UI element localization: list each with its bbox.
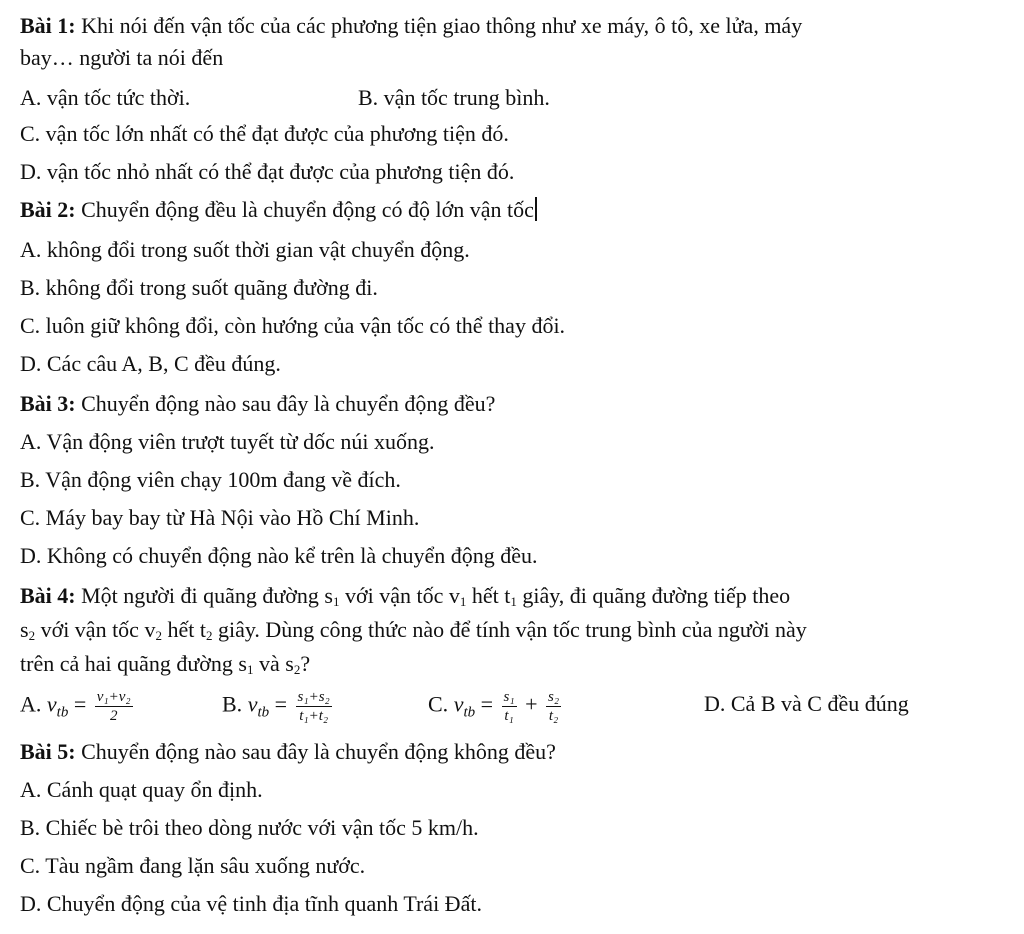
fraction-denominator: t₁ <box>504 708 514 724</box>
q4-option-b <box>222 688 335 727</box>
q1-stem-line-2: bay… người ta nói đến <box>20 45 224 70</box>
q4-text: với vận tốc v <box>35 617 156 642</box>
q5-option-b: B. Chiếc bè trôi theo dòng nước với vận tốc 5 km/h. <box>20 815 479 840</box>
option-label: B. <box>222 691 243 717</box>
q3-stem <box>20 390 495 418</box>
q5-option-c: C. Tàu ngầm đang lặn sâu xuống nước. <box>20 853 366 878</box>
q4-text: hết t <box>161 617 206 642</box>
q5-option-d: D. Chuyển động của vệ tinh địa tĩnh quanh Trái Đất. <box>20 891 482 916</box>
subscript: 1 <box>459 594 467 609</box>
fraction-numerator: s₁ <box>503 689 515 705</box>
q2-option-a: A. không đổi trong suốt thời gian vật chuyển động. <box>20 237 470 262</box>
q3-option-a: A. Vận động viên trượt tuyết từ dốc núi xuống. <box>20 429 435 454</box>
q4-label: Bài 4: <box>20 583 76 608</box>
q3-option-d: D. Không có chuyển động nào kể trên là chuyển động đều. <box>20 543 538 568</box>
subscript: 2 <box>205 628 213 643</box>
q1-option-b: B. vận tốc trung bình. <box>358 85 550 110</box>
text-cursor <box>535 197 537 221</box>
q4-text: giây, đi quãng đường tiếp theo <box>516 583 791 608</box>
subscript: 1 <box>510 594 517 609</box>
fraction <box>546 688 561 725</box>
q3-label: Bài 3: <box>20 391 76 416</box>
q3-option-c: C. Máy bay bay từ Hà Nội vào Hồ Chí Minh. <box>20 505 420 530</box>
q2-option-c: C. luôn giữ không đổi, còn hướng của vận tốc có thể thay đổi. <box>20 313 566 338</box>
q5-label: Bài 5: <box>20 739 76 764</box>
q1-option-c: C. vận tốc lớn nhất có thể đạt được của phương tiện đó. <box>20 121 509 146</box>
q4-option-c <box>428 688 564 727</box>
q2-option-b: B. không đổi trong suốt quãng đường đi. <box>20 275 378 300</box>
subscript: 1 <box>247 662 254 677</box>
subscript: 2 <box>293 662 301 677</box>
q3-stem-text: Chuyển động nào sau đây là chuyển động đều? <box>75 391 496 416</box>
q1-stem-line-1 <box>20 12 802 40</box>
subscript: 2 <box>28 628 36 643</box>
q4-text: ? <box>300 651 311 676</box>
fraction-numerator: s₂ <box>548 689 560 705</box>
q4-text: giây. Dùng công thức nào để tính vận tốc trung bình của người này <box>212 617 807 642</box>
fraction <box>95 688 133 725</box>
math-var: v <box>453 691 464 717</box>
q4-text: với vận tốc v <box>339 583 460 608</box>
q1-stem-text: Khi nói đến vận tốc của các phương tiện giao thông như xe máy, ô tô, xe lửa, máy <box>75 13 803 38</box>
fraction-denominator: t₁+t₂ <box>299 708 329 724</box>
subscript: tb <box>56 704 69 721</box>
q2-label: Bài 2: <box>20 197 76 222</box>
equals-sign: = <box>475 691 499 717</box>
q1-label: Bài 1: <box>20 13 76 38</box>
q4-text: s <box>20 617 29 642</box>
q4-text: trên cả hai quãng đường s <box>20 651 247 676</box>
fraction-denominator: 2 <box>109 708 118 724</box>
q4-stem-line-1 <box>20 582 790 616</box>
fraction <box>296 688 332 725</box>
q4-stem-line-2 <box>20 616 807 650</box>
subscript: 2 <box>155 628 162 643</box>
equals-sign: = <box>68 691 92 717</box>
q4-text: hết t <box>466 583 511 608</box>
fraction-numerator: s₁+s₂ <box>297 689 330 705</box>
option-label: A. <box>20 691 42 717</box>
subscript: tb <box>463 704 476 721</box>
q5-option-a: A. Cánh quạt quay ổn định. <box>20 777 263 802</box>
fraction-numerator: v₁+v₂ <box>96 689 131 705</box>
math-var: v <box>247 691 258 717</box>
fraction <box>502 688 517 725</box>
equals-sign: = <box>269 691 293 717</box>
subscript: tb <box>257 704 270 721</box>
plus-sign: + <box>519 691 544 717</box>
math-var: v <box>46 691 57 717</box>
q5-stem-text: Chuyển động nào sau đây là chuyển động không đều? <box>75 739 556 764</box>
q3-option-b: B. Vận động viên chạy 100m đang về đích. <box>20 467 401 492</box>
subscript: 1 <box>332 594 340 609</box>
q1-option-d: D. vận tốc nhỏ nhất có thể đạt được của phương tiện đó. <box>20 159 515 184</box>
q2-stem <box>20 196 537 224</box>
q5-stem <box>20 738 556 766</box>
q2-option-d: D. Các câu A, B, C đều đúng. <box>20 351 281 376</box>
q2-stem-text: Chuyển động đều là chuyển động có độ lớn vận tốc <box>75 197 534 222</box>
fraction-denominator: t₂ <box>548 708 559 724</box>
q4-option-d: D. Cả B và C đều đúng <box>704 691 909 716</box>
q1-option-a: A. vận tốc tức thời. <box>20 85 191 110</box>
q4-option-a <box>20 688 136 727</box>
q4-text: và s <box>253 651 294 676</box>
option-label: C. <box>428 691 449 717</box>
q4-stem-line-3 <box>20 650 310 684</box>
q4-text: Một người đi quãng đường s <box>75 583 333 608</box>
